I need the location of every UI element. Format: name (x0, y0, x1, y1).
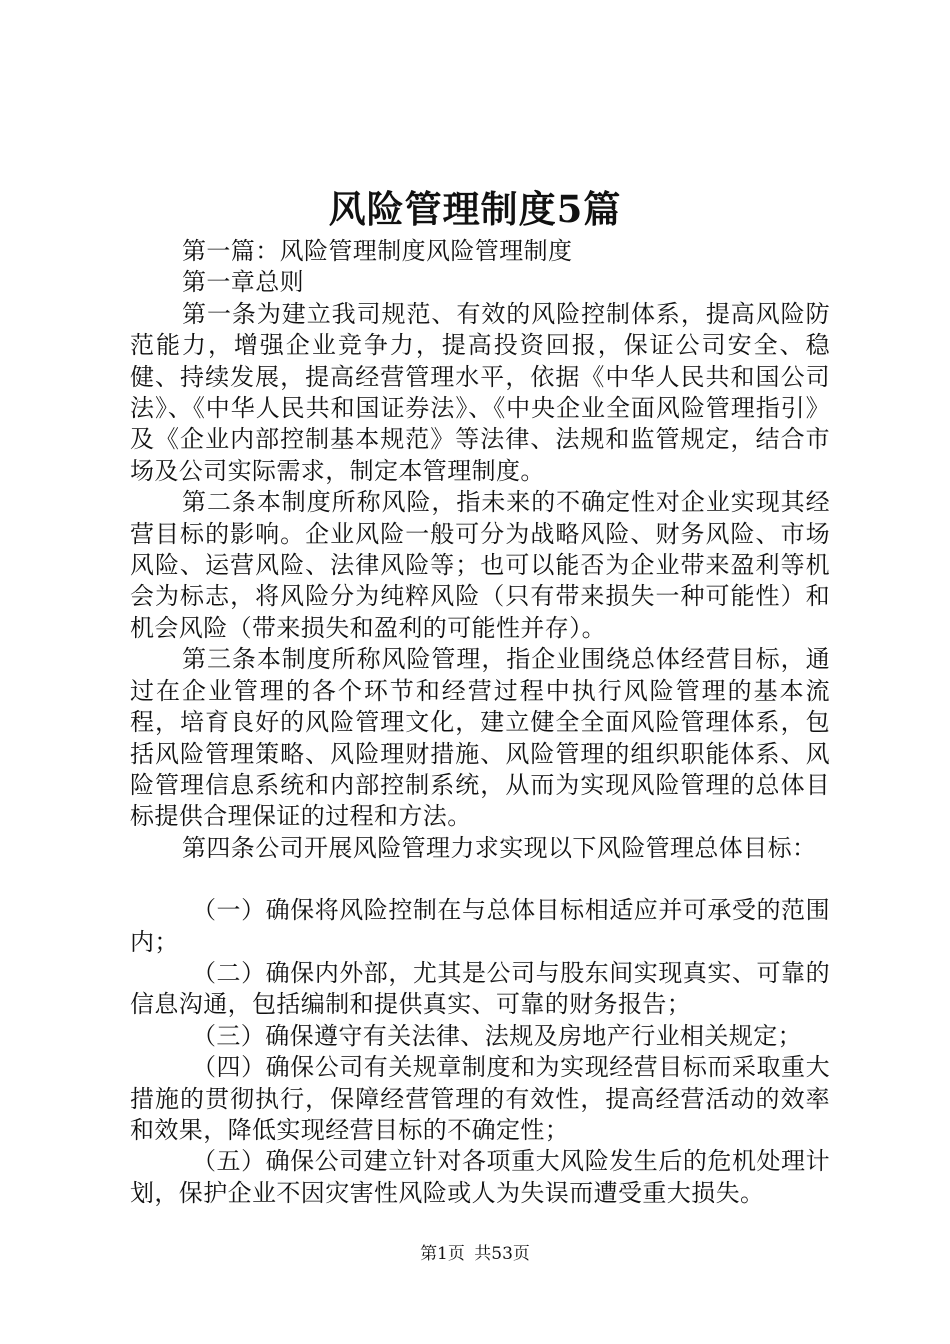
list-item: （五）确保公司建立针对各项重大风险发生后的危机处理计划，保护企业不因灾害性风险或人为失误而遭受重大损失。 (130, 1147, 830, 1207)
article-paragraph: 第三条本制度所称风险管理，指企业围绕总体经营目标，通过在企业管理的各个环节和经营过程中执行风险管理的基本流程，培育良好的风险管理文化，建立健全全面风险管理体系，包括风险管理策略、风险理财措施、风险管理的组织职能体系、风险管理信息系统和内部控制系统，从而为实现风险管理的总体目标提供合理保证的过程和方法。 (130, 645, 830, 831)
chapter-heading: 第一章总则 (182, 268, 304, 297)
article-paragraph: 第二条本制度所称风险，指未来的不确定性对企业实现其经营目标的影响。企业风险一般可分为战略风险、财务风险、市场风险、运营风险、法律风险等；也可以能否为企业带来盈利等机会为标志，将风险分为纯粹风险（只有带来损失一种可能性）和机会风险（带来损失和盈利的可能性并存）。 (130, 488, 830, 642)
list-item: （一）确保将风险控制在与总体目标相适应并可承受的范围内； (130, 896, 830, 956)
page-footer (0, 1242, 950, 1266)
list-item: （二）确保内外部，尤其是公司与股东间实现真实、可靠的信息沟通，包括编制和提供真实、可靠的财务报告； (130, 958, 830, 1019)
article-paragraph: 第四条公司开展风险管理力求实现以下风险管理总体目标： (182, 833, 817, 862)
document-title: 风险管理制度5篇 (328, 187, 622, 231)
document-body (130, 236, 830, 1209)
list-item: （三）确保遵守有关法律、法规及房地产行业相关规定； (192, 1021, 802, 1050)
section-heading: 第一篇：风险管理制度风险管理制度 (182, 237, 573, 265)
paragraph-spacer (130, 864, 830, 895)
article-paragraph: 第一条为建立我司规范、有效的风险控制体系，提高风险防范能力，增强企业竞争力，提高投资回报，保证公司安全、稳健、持续发展，提高经营管理水平，依据《中华人民共和国公司法》、《中华人民共和国证券法》、《中央企业全面风险管理指引》及《企业内部控制基本规范》等法律、法规和监管规定，结合市场及公司实际需求，制定本管理制度。 (130, 299, 830, 485)
list-item: （四）确保公司有关规章制度和为实现经营目标而采取重大措施的贯彻执行，保障经营管理的有效性，提高经营活动的效率和效果，降低实现经营目标的不确定性； (130, 1053, 830, 1144)
page-total: 共53页 (474, 1244, 530, 1264)
page-number: 第1页 (420, 1244, 465, 1264)
